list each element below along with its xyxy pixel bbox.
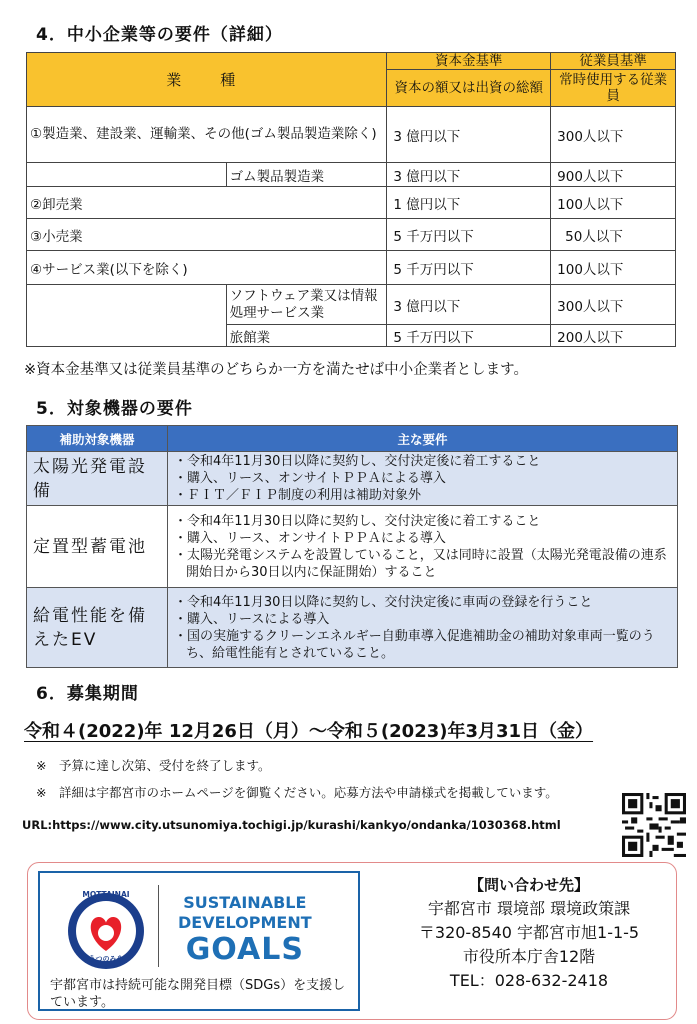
industry-cell: ②卸売業 [27, 187, 387, 219]
employees-cell: 50人以下 [551, 219, 676, 251]
requirement-item: ・令和4年11月30日以降に契約し、交付決定後に着工すること [174, 513, 541, 529]
equipment-cell: 給電性能を備えたEV [27, 588, 168, 668]
employees-cell: 100人以下 [551, 251, 676, 285]
capital-cell: 5 千万円以下 [387, 251, 551, 285]
employees-cell: 300人以下 [551, 285, 676, 325]
requirement-item: ・購入、リースによる導入 [174, 611, 330, 627]
header-industry: 業 種 [27, 53, 387, 107]
section4-title: 4．中小企業等の要件（詳細） [36, 25, 283, 45]
section6-title: 6．募集期間 [36, 684, 139, 704]
employees-cell: 300人以下 [551, 107, 676, 163]
sme-requirements-table [26, 52, 676, 347]
qr-code-icon[interactable] [622, 793, 686, 857]
header-equipment: 補助対象機器 [27, 426, 168, 452]
employees-cell: 200人以下 [551, 325, 676, 347]
capital-cell: 1 億円以下 [387, 187, 551, 219]
contact-address: 〒320-8540 宇都宮市旭1-1-5 [418, 923, 640, 942]
logo-subtext: うつのみや [88, 955, 124, 963]
equipment-cell: 太陽光発電設備 [27, 452, 168, 506]
equipment-cell: 定置型蓄電池 [27, 506, 168, 588]
capital-cell: 5 千万円以下 [387, 325, 551, 347]
logo-text: MOTTAINAI [82, 890, 130, 899]
footer-panel [27, 862, 677, 1020]
industry-cell: ③小売業 [27, 219, 387, 251]
sdg-line-1: SUSTAINABLE [183, 893, 307, 912]
requirement-item: ・ＦＩＴ／ＦＩＰ制度の利用は補助対象外 [174, 488, 422, 503]
requirement-item: ・令和4年11月30日以降に契約し、交付決定後に着工すること [174, 454, 541, 469]
requirement-item: ・購入、リース、オンサイトＰＰＡによる導入 [174, 530, 446, 546]
budget-note: ※ 予算に達し次第、受付を終了します。 [36, 758, 271, 773]
detail-url[interactable]: URL:https://www.city.utsunomiya.tochigi.jp/kurashi/kankyo/ondanka/1030368.html [22, 818, 561, 832]
divider [158, 885, 159, 967]
requirement-item: ・購入、リース、オンサイトＰＰＡによる導入 [174, 471, 446, 486]
sdgs-caption: 宇都宮市は持続可能な開発目標（SDGs）を支援しています。 [50, 978, 346, 1010]
industry-cell: 旅館業 [226, 325, 387, 347]
requirement-item: ・令和4年11月30日以降に契約し、交付決定後に車両の登録を行うこと [174, 594, 593, 610]
mottainai-logo [66, 885, 146, 975]
contact-title: 【問い合わせ先】 [468, 876, 589, 894]
industry-cell: ゴム製品製造業 [226, 163, 387, 187]
capital-cell: 3 億円以下 [387, 163, 551, 187]
sdgs-logo [178, 893, 312, 967]
requirements-cell [168, 452, 678, 506]
capital-cell: 3 億円以下 [387, 107, 551, 163]
sdgs-box [38, 871, 360, 1011]
header-employee: 従業員基準 [551, 53, 676, 70]
contact-block [394, 873, 664, 993]
header-employee-sub: 常時使用する従業員 [551, 70, 676, 107]
website-note: ※ 詳細は宇都宮市のホームページを御覧ください。応募方法や申請様式を掲載しています。 [36, 785, 558, 800]
capital-cell: 5 千万円以下 [387, 219, 551, 251]
contact-building: 市役所本庁舎12階 [462, 947, 596, 966]
header-capital-sub: 資本の額又は出資の総額 [387, 70, 551, 107]
requirement-item: ・太陽光発電システムを設置していること，又は同時に設置（太陽光発電設備の連系開始日から30日以内に保証開始）すること [174, 547, 667, 580]
capital-cell: 3 億円以下 [387, 285, 551, 325]
contact-dept: 宇都宮市 環境部 環境政策課 [427, 899, 631, 918]
employees-cell: 900人以下 [551, 163, 676, 187]
requirement-item: ・国の実施するクリーンエネルギー自動車導入促進補助金の補助対象車両一覧のうち、給電性能有とされていること。 [174, 628, 655, 661]
sme-note: ※資本金基準又は従業員基準のどちらか一方を満たせば中小企業者とします。 [24, 362, 528, 378]
employees-cell: 100人以下 [551, 187, 676, 219]
header-requirements: 主な要件 [168, 426, 678, 452]
header-capital: 資本金基準 [387, 53, 551, 70]
contact-tel[interactable]: TEL：028-632-2418 [449, 971, 609, 990]
sdg-line-3: GOALS [185, 932, 304, 967]
industry-cell: ①製造業、建設業、運輸業、その他(ゴム製品製造業除く) [27, 107, 387, 163]
equipment-requirements-table [26, 425, 678, 668]
industry-cell: ④サービス業(以下を除く) [27, 251, 387, 285]
requirements-cell [168, 588, 678, 668]
application-period: 令和４(2022)年 12月26日（月）～令和５(2023)年3月31日（金） [24, 721, 594, 742]
requirements-cell [168, 506, 678, 588]
sdg-line-2: DEVELOPMENT [178, 913, 312, 932]
section5-title: 5．対象機器の要件 [36, 399, 193, 419]
industry-cell: ソフトウェア業又は情報処理サービス業 [226, 285, 387, 325]
